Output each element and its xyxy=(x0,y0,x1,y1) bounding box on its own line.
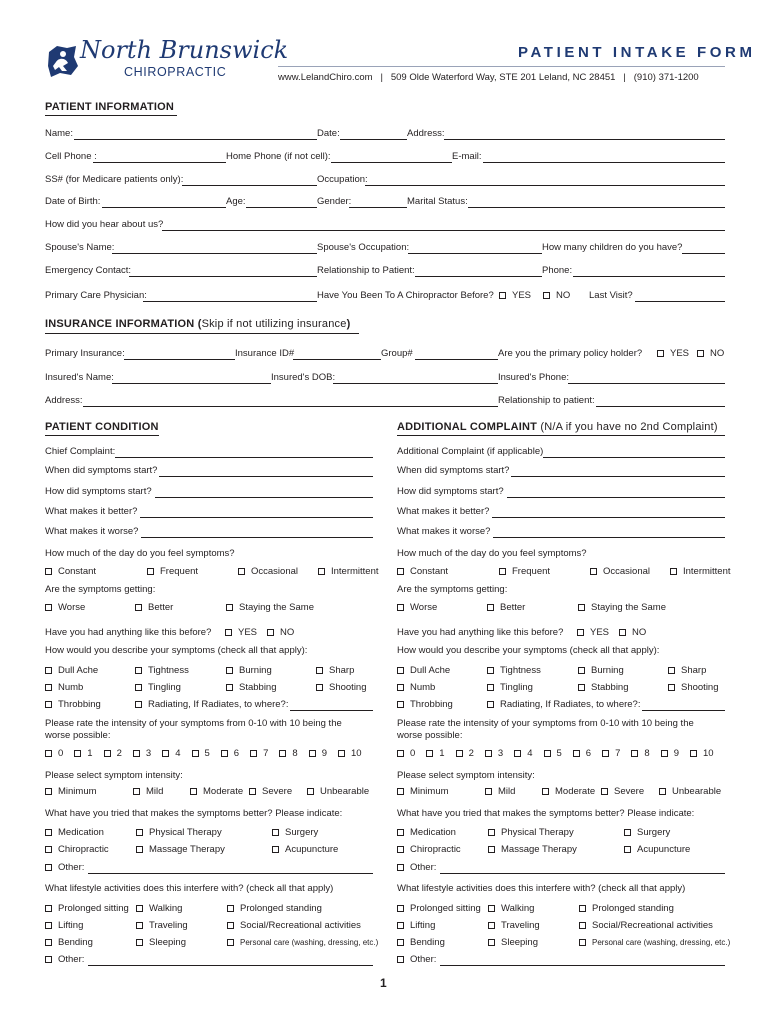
rate-8-checkbox[interactable]: 8 xyxy=(631,748,649,760)
radiating-field[interactable] xyxy=(642,700,725,711)
frequency-intermittent-checkbox[interactable]: Intermittent xyxy=(670,566,731,578)
row-dob: Date of Birth: Age: Gender: Marital Status: xyxy=(45,196,725,210)
lifestyle-question: What lifestyle activities does this interfere with? (check all that apply) xyxy=(45,883,334,894)
lifestyle-other-field[interactable] xyxy=(88,955,373,966)
complaint-field-label: Chief Complaint: xyxy=(45,446,116,457)
patient-condition-heading: PATIENT CONDITION xyxy=(45,421,159,433)
insurance-heading: INSURANCE INFORMATION (Skip if not utilizing insurance) xyxy=(45,318,351,330)
worse-field[interactable] xyxy=(493,527,725,538)
tried-other-checkbox[interactable]: Other: xyxy=(45,862,84,874)
intensity-question: Please select symptom intensity: xyxy=(397,770,535,781)
getting-1-checkbox[interactable]: Better xyxy=(487,602,525,614)
lifestyle-4-checkbox[interactable]: Traveling xyxy=(136,920,188,932)
lifestyle-5-checkbox[interactable]: Social/Recreational activities xyxy=(227,920,361,932)
lifestyle-other-checkbox[interactable]: Other: xyxy=(45,954,84,966)
patient-info-heading: PATIENT INFORMATION xyxy=(45,101,175,113)
emergency-phone-field[interactable] xyxy=(573,266,725,277)
worse-field[interactable] xyxy=(141,527,373,538)
getting-0-checkbox[interactable]: Worse xyxy=(45,602,85,614)
how-start-field[interactable] xyxy=(507,487,725,498)
emergency-field[interactable] xyxy=(129,266,317,277)
rate-1-checkbox[interactable]: 1 xyxy=(426,748,444,760)
additional-complaint-heading: ADDITIONAL COMPLAINT (N/A if you have no 2nd Complaint) xyxy=(397,421,718,433)
how-start-field[interactable] xyxy=(155,487,373,498)
chiro-yes-checkbox[interactable]: YES xyxy=(499,290,531,302)
lifestyle-2-checkbox[interactable]: Prolonged standing xyxy=(227,903,322,915)
describe-1-checkbox[interactable]: Tightness xyxy=(487,665,541,677)
before-no-checkbox[interactable]: NO xyxy=(267,627,294,639)
insured-phone-field[interactable] xyxy=(568,373,725,384)
lifestyle-3-checkbox[interactable]: Lifting xyxy=(397,920,435,932)
row-primary-insurance: Primary Insurance: Insurance ID# Group# Are you the primary policy holder? YES NO xyxy=(45,348,725,359)
row-ss: SS# (for Medicare patients only): Occupation: xyxy=(45,174,725,188)
pcp-field[interactable] xyxy=(143,291,317,302)
lifestyle-8-checkbox[interactable]: Personal care (washing, dressing, etc.) xyxy=(579,937,730,949)
gender-field[interactable] xyxy=(349,197,407,208)
frequency-question: How much of the day do you feel symptoms? xyxy=(45,548,235,559)
logo-sub-text: CHIROPRACTIC xyxy=(124,65,227,79)
intensity-mild-checkbox[interactable]: Mild xyxy=(133,786,163,798)
tried-question: What have you tried that makes the symptoms better? Please indicate: xyxy=(45,808,343,819)
intensity-minimum-checkbox[interactable]: Minimum xyxy=(45,786,97,798)
complaint-field[interactable] xyxy=(543,447,725,458)
rate-2-checkbox[interactable]: 2 xyxy=(104,748,122,760)
rate-9-checkbox[interactable]: 9 xyxy=(661,748,679,760)
tried-4-checkbox[interactable]: Massage Therapy xyxy=(488,844,577,856)
tried-4-checkbox[interactable]: Massage Therapy xyxy=(136,844,225,856)
intensity-moderate-checkbox[interactable]: Moderate xyxy=(190,786,243,798)
name-field[interactable] xyxy=(74,129,317,140)
rate-6-checkbox[interactable]: 6 xyxy=(221,748,239,760)
rate-10-checkbox[interactable]: 10 xyxy=(690,748,714,760)
how-start-field-label: How did symptoms start? xyxy=(397,486,504,497)
frequency-constant-checkbox[interactable]: Constant xyxy=(45,566,96,578)
rate-5-checkbox[interactable]: 5 xyxy=(192,748,210,760)
address-field[interactable] xyxy=(444,129,725,140)
how-start-field-label: How did symptoms start? xyxy=(45,486,152,497)
group-field[interactable] xyxy=(415,349,498,360)
phone-text: (910) 371-1200 xyxy=(633,72,699,83)
rate-4-checkbox[interactable]: 4 xyxy=(162,748,180,760)
intensity-severe-checkbox[interactable]: Severe xyxy=(601,786,644,798)
rate-4-checkbox[interactable]: 4 xyxy=(514,748,532,760)
intensity-unbearable-checkbox[interactable]: Unbearable xyxy=(307,786,369,798)
lifestyle-5-checkbox[interactable]: Social/Recreational activities xyxy=(579,920,713,932)
header-divider xyxy=(278,66,725,67)
describe-3-checkbox[interactable]: Sharp xyxy=(668,665,706,677)
website-link[interactable]: www.LelandChiro.com xyxy=(278,72,373,83)
lifestyle-other-checkbox[interactable]: Other: xyxy=(397,954,436,966)
last-visit-field[interactable] xyxy=(635,291,725,302)
intensity-moderate-checkbox[interactable]: Moderate xyxy=(542,786,595,798)
lifestyle-4-checkbox[interactable]: Traveling xyxy=(488,920,540,932)
frequency-constant-checkbox[interactable]: Constant xyxy=(397,566,448,578)
tried-1-checkbox[interactable]: Physical Therapy xyxy=(136,827,222,839)
logo-script-text: North Brunswick xyxy=(80,36,289,64)
describe-3-checkbox[interactable]: Sharp xyxy=(316,665,354,677)
describe-4-checkbox[interactable]: Numb xyxy=(45,682,83,694)
rate-question-line1: Please rate the intensity of your symptoms from 0-10 with 10 being the xyxy=(45,718,342,729)
primary-insurance-field[interactable] xyxy=(124,349,235,360)
lifestyle-2-checkbox[interactable]: Prolonged standing xyxy=(579,903,674,915)
describe-6-checkbox[interactable]: Stabbing xyxy=(226,682,277,694)
describe-4-checkbox[interactable]: Numb xyxy=(397,682,435,694)
better-field[interactable] xyxy=(492,507,725,518)
children-field[interactable] xyxy=(682,243,725,254)
tried-2-checkbox[interactable]: Surgery xyxy=(272,827,318,839)
lifestyle-6-checkbox[interactable]: Bending xyxy=(45,937,93,949)
better-field[interactable] xyxy=(140,507,373,518)
tried-other-field[interactable] xyxy=(88,863,373,874)
frequency-frequent-checkbox[interactable]: Frequent xyxy=(499,566,550,578)
tried-5-checkbox[interactable]: Acupuncture xyxy=(272,844,338,856)
describe-1-checkbox[interactable]: Tightness xyxy=(135,665,189,677)
marital-field[interactable] xyxy=(468,197,725,208)
frequency-occasional-checkbox[interactable]: Occasional xyxy=(238,566,298,578)
rate-question-line2: worse possible: xyxy=(45,730,111,741)
cell-phone-field[interactable] xyxy=(93,152,226,163)
frequency-occasional-checkbox[interactable]: Occasional xyxy=(590,566,650,578)
complaint-field-label: Additional Complaint (if applicable) xyxy=(397,446,544,457)
frequency-frequent-checkbox[interactable]: Frequent xyxy=(147,566,198,578)
additional-complaint-column xyxy=(397,420,731,970)
describe-5-checkbox[interactable]: Tingling xyxy=(487,682,533,694)
hear-field[interactable] xyxy=(162,220,725,231)
ss-field[interactable] xyxy=(182,175,317,186)
row-name: Name: Date: Address: xyxy=(45,128,725,142)
rate-2-checkbox[interactable]: 2 xyxy=(456,748,474,760)
row-pcp: Primary Care Physician: Have You Been To A Chiropractor Before? YES NO Last Visit? xyxy=(45,290,725,304)
lifestyle-6-checkbox[interactable]: Bending xyxy=(397,937,445,949)
lifestyle-0-checkbox[interactable]: Prolonged sitting xyxy=(397,903,481,915)
describe-question: How would you describe your symptoms (check all that apply): xyxy=(397,645,660,656)
row-spouse: Spouse's Name: Spouse's Occupation: How many children do you have? xyxy=(45,242,725,256)
describe-throbbing-checkbox[interactable]: Throbbing xyxy=(45,699,101,711)
describe-throbbing-checkbox[interactable]: Throbbing xyxy=(397,699,453,711)
logo-icon xyxy=(45,44,79,78)
rate-7-checkbox[interactable]: 7 xyxy=(250,748,268,760)
frequency-intermittent-checkbox[interactable]: Intermittent xyxy=(318,566,379,578)
intensity-mild-checkbox[interactable]: Mild xyxy=(485,786,515,798)
age-field[interactable] xyxy=(246,197,317,208)
lifestyle-1-checkbox[interactable]: Walking xyxy=(136,903,182,915)
rate-3-checkbox[interactable]: 3 xyxy=(133,748,151,760)
describe-radiating-checkbox[interactable]: Radiating, If Radiates, to where?: xyxy=(487,699,640,711)
before-no-checkbox[interactable]: NO xyxy=(619,627,646,639)
address-text: 509 Olde Waterford Way, STE 201 Leland, NC 28451 xyxy=(390,72,616,83)
intensity-minimum-checkbox[interactable]: Minimum xyxy=(397,786,449,798)
describe-6-checkbox[interactable]: Stabbing xyxy=(578,682,629,694)
worse-field-label: What makes it worse? xyxy=(397,526,491,537)
tried-5-checkbox[interactable]: Acupuncture xyxy=(624,844,690,856)
describe-7-checkbox[interactable]: Shooting xyxy=(316,682,367,694)
symptom-start-field-label: When did symptoms start? xyxy=(397,465,510,476)
tried-0-checkbox[interactable]: Medication xyxy=(45,827,104,839)
contact-line: www.LelandChiro.com | 509 Olde Waterford Way, STE 201 Leland, NC 28451 | (910) 371-1200 xyxy=(278,72,699,83)
row-emergency: Emergency Contact: Relationship to Patient: Phone: xyxy=(45,265,725,279)
rate-7-checkbox[interactable]: 7 xyxy=(602,748,620,760)
getting-question: Are the symptoms getting: xyxy=(45,584,156,595)
frequency-question: How much of the day do you feel symptoms? xyxy=(397,548,587,559)
intensity-unbearable-checkbox[interactable]: Unbearable xyxy=(659,786,721,798)
lifestyle-7-checkbox[interactable]: Sleeping xyxy=(136,937,186,949)
relationship-field[interactable] xyxy=(415,266,542,277)
symptom-start-field[interactable] xyxy=(159,466,373,477)
form-title: PATIENT INTAKE FORM xyxy=(518,44,756,61)
rate-1-checkbox[interactable]: 1 xyxy=(74,748,92,760)
describe-2-checkbox[interactable]: Burning xyxy=(578,665,624,677)
lifestyle-8-checkbox[interactable]: Personal care (washing, dressing, etc.) xyxy=(227,937,378,949)
rate-5-checkbox[interactable]: 5 xyxy=(544,748,562,760)
policy-yes-checkbox[interactable]: YES xyxy=(657,348,689,360)
tried-question: What have you tried that makes the symptoms better? Please indicate: xyxy=(397,808,695,819)
rate-10-checkbox[interactable]: 10 xyxy=(338,748,362,760)
describe-0-checkbox[interactable]: Dull Ache xyxy=(397,665,450,677)
rate-0-checkbox[interactable]: 0 xyxy=(397,748,415,760)
dob-field[interactable] xyxy=(102,197,226,208)
tried-2-checkbox[interactable]: Surgery xyxy=(624,827,670,839)
rate-0-checkbox[interactable]: 0 xyxy=(45,748,63,760)
lifestyle-other-field[interactable] xyxy=(440,955,725,966)
better-field-label: What makes it better? xyxy=(397,506,490,517)
lifestyle-question: What lifestyle activities does this interfere with? (check all that apply) xyxy=(397,883,686,894)
occupation-field[interactable] xyxy=(365,175,725,186)
intensity-question: Please select symptom intensity: xyxy=(45,770,183,781)
getting-2-checkbox[interactable]: Staying the Same xyxy=(226,602,314,614)
policy-no-checkbox[interactable]: NO xyxy=(697,348,724,360)
home-phone-field[interactable] xyxy=(331,152,452,163)
before-yes-checkbox[interactable]: YES xyxy=(225,627,257,639)
tried-other-checkbox[interactable]: Other: xyxy=(397,862,436,874)
tried-3-checkbox[interactable]: Chiropractic xyxy=(45,844,109,856)
before-question: Have you had anything like this before? xyxy=(45,627,212,638)
lifestyle-7-checkbox[interactable]: Sleeping xyxy=(488,937,538,949)
getting-2-checkbox[interactable]: Staying the Same xyxy=(578,602,666,614)
intensity-severe-checkbox[interactable]: Severe xyxy=(249,786,292,798)
before-question: Have you had anything like this before? xyxy=(397,627,564,638)
getting-1-checkbox[interactable]: Better xyxy=(135,602,173,614)
lifestyle-1-checkbox[interactable]: Walking xyxy=(488,903,534,915)
patient-condition-column xyxy=(45,420,379,970)
rate-6-checkbox[interactable]: 6 xyxy=(573,748,591,760)
describe-5-checkbox[interactable]: Tingling xyxy=(135,682,181,694)
tried-3-checkbox[interactable]: Chiropractic xyxy=(397,844,461,856)
describe-question: How would you describe your symptoms (check all that apply): xyxy=(45,645,308,656)
row-hear: How did you hear about us? xyxy=(45,219,725,233)
symptom-start-field[interactable] xyxy=(511,466,725,477)
insured-dob-field[interactable] xyxy=(333,373,498,384)
ins-relationship-field[interactable] xyxy=(596,396,725,407)
lifestyle-0-checkbox[interactable]: Prolonged sitting xyxy=(45,903,129,915)
spouse-occupation-field[interactable] xyxy=(408,243,542,254)
describe-7-checkbox[interactable]: Shooting xyxy=(668,682,719,694)
describe-radiating-checkbox[interactable]: Radiating, If Radiates, to where?: xyxy=(135,699,288,711)
row-ins-address: Address: Relationship to patient: xyxy=(45,395,725,409)
getting-0-checkbox[interactable]: Worse xyxy=(397,602,437,614)
rate-question-line2: worse possible: xyxy=(397,730,463,741)
rate-question-line1: Please rate the intensity of your symptoms from 0-10 with 10 being the xyxy=(397,718,694,729)
insurance-id-field[interactable] xyxy=(293,349,381,360)
before-yes-checkbox[interactable]: YES xyxy=(577,627,609,639)
email-field[interactable] xyxy=(483,152,725,163)
ins-address-field[interactable] xyxy=(83,396,498,407)
chiro-no-checkbox[interactable]: NO xyxy=(543,290,570,302)
date-field[interactable] xyxy=(340,129,407,140)
symptom-start-field-label: When did symptoms start? xyxy=(45,465,158,476)
insured-name-field[interactable] xyxy=(112,373,271,384)
rate-8-checkbox[interactable]: 8 xyxy=(279,748,297,760)
radiating-field[interactable] xyxy=(290,700,373,711)
row-insured: Insured's Name: Insured's DOB: Insured's Phone: xyxy=(45,372,725,386)
better-field-label: What makes it better? xyxy=(45,506,138,517)
getting-question: Are the symptoms getting: xyxy=(397,584,508,595)
complaint-field[interactable] xyxy=(115,447,373,458)
row-phones: Cell Phone : Home Phone (if not cell): E-mail: xyxy=(45,151,725,165)
rate-3-checkbox[interactable]: 3 xyxy=(485,748,503,760)
worse-field-label: What makes it worse? xyxy=(45,526,139,537)
tried-1-checkbox[interactable]: Physical Therapy xyxy=(488,827,574,839)
rate-9-checkbox[interactable]: 9 xyxy=(309,748,327,760)
lifestyle-3-checkbox[interactable]: Lifting xyxy=(45,920,83,932)
tried-0-checkbox[interactable]: Medication xyxy=(397,827,456,839)
describe-2-checkbox[interactable]: Burning xyxy=(226,665,272,677)
tried-other-field[interactable] xyxy=(440,863,725,874)
spouse-name-field[interactable] xyxy=(112,243,317,254)
describe-0-checkbox[interactable]: Dull Ache xyxy=(45,665,98,677)
page-number: 1 xyxy=(380,976,387,990)
